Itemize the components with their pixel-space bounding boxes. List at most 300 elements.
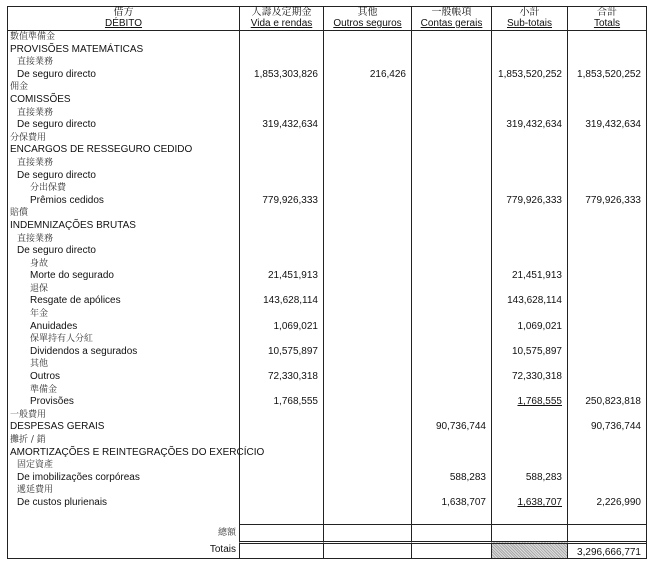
cell-subtotal [491,144,567,157]
cell-vida [239,107,323,120]
cell-value: 779,926,333 [506,194,562,206]
cell-outros [323,333,411,346]
header-zh: 小計 [519,7,540,18]
cell-total [567,245,646,258]
table-row [8,384,646,397]
cell-total [567,321,646,334]
cell-total [567,308,646,321]
cell-value: 319,432,634 [506,119,562,131]
header-subtotais [491,7,567,31]
cell-subtotal [491,69,567,82]
cell-vida [239,371,323,384]
table-row [8,434,646,447]
cell-vida [239,321,323,334]
table-row [8,233,646,246]
cell-gerais [411,497,491,510]
cell-gerais [411,321,491,334]
cell-vida [239,182,323,195]
cell-total [567,472,646,485]
header-outros [323,7,411,31]
cell-subtotal [491,81,567,94]
cell-subtotal [491,31,567,44]
cell-vida [239,484,323,497]
cell-value: 1,853,303,826 [254,68,318,80]
cell-subtotal [491,333,567,346]
cell-outros [323,81,411,94]
cell-total [567,170,646,183]
debit-table [7,6,647,559]
cell-gerais [411,144,491,157]
cell-outros [323,321,411,334]
cell-gerais [411,207,491,220]
cell-subtotal [491,396,567,409]
row-label: De seguro directo [17,245,96,257]
cell-outros [323,170,411,183]
cell-gerais [411,119,491,132]
total-label-text: 總額 [217,527,236,538]
table-row [8,321,646,334]
cell-gerais [411,447,491,460]
cell-value: 1,069,021 [517,320,562,332]
cell-subtotal [491,207,567,220]
table-row [8,358,646,371]
cell-outros [323,195,411,208]
cell-subtotal [491,434,567,447]
cell-total [567,182,646,195]
row-label: 年金 [30,309,49,320]
cell-total [567,346,646,359]
cell [567,510,646,524]
cell-subtotal [491,283,567,296]
cell-outros [323,94,411,107]
table-row [8,346,646,359]
cell-subtotal [491,157,567,170]
cell-subtotal [491,195,567,208]
cell-outros [323,434,411,447]
cell-gerais [411,245,491,258]
cell-gerais [411,258,491,271]
table-row [8,69,646,82]
cell-subtotal [491,170,567,183]
cell-subtotal [491,107,567,120]
table-row [8,119,646,132]
row-label: 身故 [30,258,49,269]
cell-gerais [411,233,491,246]
cell-outros [323,132,411,145]
cell-vida [239,81,323,94]
cell-gerais [411,94,491,107]
cell-total [567,371,646,384]
cell-vida [239,497,323,510]
cell-vida [239,170,323,183]
cell-total [567,258,646,271]
cell-total [567,69,646,82]
row-label: Dividendos a segurados [30,345,138,357]
total-label: Totais [209,543,236,555]
cell-vida [239,245,323,258]
header-zh: 一般帳項 [431,7,472,18]
table-row [8,396,646,409]
cell-total [567,107,646,120]
header-debit [8,7,239,31]
table-row [8,144,646,157]
cell-outros [323,119,411,132]
cell-vida [239,94,323,107]
cell-subtotal [491,497,567,510]
cell-vida [239,409,323,422]
row-label: 賠償 [10,208,29,219]
cell-gerais [411,157,491,170]
row-label: 固定資產 [17,460,54,471]
cell-gerais [411,81,491,94]
row-label: 準備金 [30,384,58,395]
table-row [8,421,646,434]
cell-gerais [411,459,491,472]
cell-value: 319,432,634 [262,119,318,131]
cell-value: 1,768,555 [273,396,318,408]
table-row [8,107,646,120]
cell-value: 143,628,114 [507,295,562,307]
cell-subtotal [491,295,567,308]
cell-value: 1,638,707 [441,496,486,508]
cell-vida [239,396,323,409]
cell-gerais [411,220,491,233]
header-zh: 借方 [113,7,134,18]
row-label: 分保費用 [10,132,47,143]
cell-value: 143,628,114 [263,295,318,307]
cell-outros [323,421,411,434]
table-row [8,447,646,460]
row-label: 遞延費用 [17,485,54,496]
cell-vida [239,358,323,371]
row-label: INDEMNIZAÇÕES BRUTAS [10,219,136,231]
cell-total [567,94,646,107]
cell-total [567,358,646,371]
cell-subtotal [491,270,567,283]
cell-total [567,295,646,308]
cell-subtotal [491,421,567,434]
cell-value: 216,426 [369,68,406,80]
header-pt: Contas gerais [420,18,483,29]
cell-value: 10,575,897 [267,345,318,357]
cell-vida [239,270,323,283]
cell-gerais [411,132,491,145]
row-label: Provisões [30,396,74,408]
cell-value: 90,736,744 [435,421,486,433]
cell [411,510,491,524]
cell-vida [239,283,323,296]
cell-total [567,81,646,94]
cell-gerais [411,170,491,183]
cell-vida [239,308,323,321]
cell-total [567,497,646,510]
cell-value: 90,736,744 [590,421,641,433]
cell-gerais [411,56,491,69]
cell [567,524,646,541]
row-label: De seguro directo [17,169,96,181]
cell-outros [323,308,411,321]
row-label: De custos plurienais [17,496,108,508]
cell-subtotal [491,245,567,258]
cell-subtotal [491,472,567,485]
cell-gerais [411,283,491,296]
cell-total [567,484,646,497]
cell-gerais [411,44,491,57]
table-row [8,182,646,195]
cell-total [567,207,646,220]
table-row [8,409,646,422]
cell-subtotal [491,233,567,246]
cell-value: 779,926,333 [585,194,641,206]
header-pt: Sub-totais [506,18,553,29]
cell [411,541,491,558]
cell-outros [323,31,411,44]
cell-subtotal [491,447,567,460]
cell-value: 1,069,021 [273,320,318,332]
table-row [8,81,646,94]
row-label: Morte do segurado [30,270,114,282]
cell-gerais [411,371,491,384]
cell-gerais [411,434,491,447]
table-row [8,94,646,107]
cell-total [567,220,646,233]
cell-total [567,384,646,397]
cell-value: 588,283 [449,471,486,483]
cell-gerais [411,295,491,308]
cell-gerais [411,384,491,397]
cell-vida [239,434,323,447]
cell-vida [239,44,323,57]
table-row [8,258,646,271]
cell-gerais [411,409,491,422]
cell-vida [239,144,323,157]
cell-subtotal [491,484,567,497]
table-row [8,371,646,384]
cell-outros [323,220,411,233]
cell-outros [323,233,411,246]
table-row [8,157,646,170]
row-label: Resgate de apólices [30,295,121,307]
row-label: 直接業務 [17,107,54,118]
cell-gerais [411,421,491,434]
table-row [8,270,646,283]
table-row [8,207,646,220]
row-label: 直接業務 [17,57,54,68]
cell-vida [239,258,323,271]
total-row [8,541,646,558]
row-label: 攤折 / 銷 [10,435,46,445]
cell-value: 319,432,634 [585,119,641,131]
row-label: ENCARGOS DE RESSEGURO CEDIDO [10,144,193,156]
cell-subtotal [491,182,567,195]
row-label: De seguro directo [17,68,96,80]
cell-total [567,132,646,145]
cell-outros [323,157,411,170]
cell-outros [323,182,411,195]
cell-vida [239,346,323,359]
header-gerais [411,7,491,31]
cell-value: 1,638,707 [517,496,562,508]
cell-subtotal [491,132,567,145]
cell-vida [239,132,323,145]
cell-outros [323,497,411,510]
cell-outros [323,207,411,220]
cell-total [567,283,646,296]
cell-subtotal [491,358,567,371]
cell-total [567,270,646,283]
row-label: 直接業務 [17,157,54,168]
row-label: De imobilizações corpóreas [17,471,140,483]
cell [323,541,411,558]
cell-subtotal [491,371,567,384]
cell-outros [323,258,411,271]
row-label: 佣金 [10,82,29,93]
cell-subtotal [491,321,567,334]
cell-vida [239,421,323,434]
cell-subtotal [491,56,567,69]
cell-outros [323,409,411,422]
cell-vida [239,56,323,69]
cell [323,524,411,541]
row-label: 退保 [30,283,49,294]
row-label: COMISSÕES [10,93,71,105]
cell-gerais [411,195,491,208]
header-pt: DÉBITO [104,18,143,29]
table-row [8,56,646,69]
row-label: 數值準備金 [10,32,56,42]
cell-vida [239,472,323,485]
cell-vida [239,31,323,44]
cell-outros [323,484,411,497]
cell-total [567,447,646,460]
cell [239,510,323,524]
row-label: 其他 [30,359,49,370]
cell-gerais [411,69,491,82]
table-row [8,31,646,44]
cell-vida [239,69,323,82]
cell-subtotal [491,346,567,359]
cell-outros [323,245,411,258]
header-zh: 人壽及定期金 [251,7,312,18]
table-body [8,31,646,510]
table-row [8,295,646,308]
cell-outros [323,396,411,409]
cell-value: 1,853,520,252 [577,68,641,80]
cell [239,541,323,558]
cell-subtotal [491,94,567,107]
table-row [8,132,646,145]
row-label: De seguro directo [17,119,96,131]
cell [491,510,567,524]
cell-outros [323,459,411,472]
cell-subtotal [491,44,567,57]
cell-vida [239,447,323,460]
cell-gerais [411,346,491,359]
cell-outros [323,283,411,296]
table-row [8,497,646,510]
cell-total [567,421,646,434]
cell-outros [323,346,411,359]
table-row [8,472,646,485]
header-pt: Outros seguros [333,18,402,29]
cell-outros [323,447,411,460]
row-label: Prêmios cedidos [30,194,104,206]
cell-gerais [411,333,491,346]
cell-gerais [411,31,491,44]
cell-total [567,233,646,246]
table-row [8,484,646,497]
cell-vida [239,220,323,233]
cell-total [567,396,646,409]
cell-vida [239,384,323,397]
table-row [8,245,646,258]
header-vida [239,7,323,31]
cell-vida [239,459,323,472]
cell-gerais [411,107,491,120]
cell-value: 21,451,913 [267,270,318,282]
cell-subtotal [491,384,567,397]
hatched-cell [491,541,567,558]
header-pt: Totals [593,18,621,29]
table-header [8,7,646,31]
cell-value: 588,283 [525,471,562,483]
row-label: 保單持有人分紅 [30,334,94,345]
row-label: DESPESAS GERAIS [10,421,105,433]
table-row [8,170,646,183]
table-row [8,195,646,208]
total-row-zh [8,524,646,541]
row-label: Outros [30,371,61,383]
cell-vida [239,295,323,308]
row-label: 直接業務 [17,233,54,244]
cell [239,524,323,541]
total-label-zh [8,524,239,541]
cell-gerais [411,182,491,195]
cell-subtotal [491,258,567,271]
cell-outros [323,371,411,384]
header-zh: 合計 [597,7,617,18]
cell-outros [323,270,411,283]
cell-gerais [411,484,491,497]
grand-total: 3,296,666,771 [567,541,646,558]
cell-value: 1,853,520,252 [498,68,562,80]
cell [323,510,411,524]
cell [491,524,567,541]
cell-total [567,195,646,208]
cell-total [567,44,646,57]
cell-total [567,119,646,132]
cell-gerais [411,270,491,283]
cell-value: 779,926,333 [262,194,318,206]
cell-total [567,144,646,157]
cell-vida [239,233,323,246]
row-label: PROVISÕES MATEMÁTICAS [10,43,144,55]
cell-subtotal [491,220,567,233]
cell-value: 72,330,318 [267,371,318,383]
cell-subtotal [491,119,567,132]
cell-outros [323,69,411,82]
cell-subtotal [491,308,567,321]
cell-outros [323,144,411,157]
cell-value: 250,823,818 [585,396,641,408]
cell-gerais [411,358,491,371]
cell-vida [239,119,323,132]
cell-total [567,459,646,472]
table-row [8,333,646,346]
cell-total [567,434,646,447]
row-label: AMORTIZAÇÕES E REINTEGRAÇÕES DO EXERCÍCIO [10,446,265,458]
cell-value: 10,575,897 [511,345,562,357]
